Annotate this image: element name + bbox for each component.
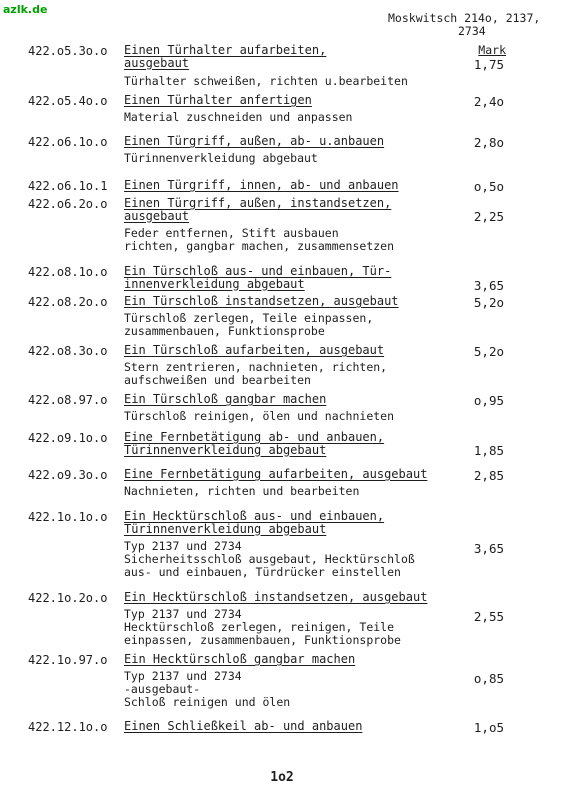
entry-description: Typ 2137 und 2734 Hecktürschloß zerlegen, reinigen, Teile einpassen, zusammenbauen, Funktionsprobe [124, 607, 401, 647]
entry-code: 422.o8.3o.o [28, 344, 108, 358]
entry-code: 422.o6.1o.o [28, 135, 108, 149]
entry-code: 422.o9.3o.o [28, 468, 108, 482]
currency-label: Mark [478, 43, 506, 57]
entry-title [124, 135, 454, 148]
entry-price: 5,2o [473, 344, 504, 359]
entry-price: o,85 [473, 671, 504, 686]
entry-title-line: Einen Türhalter aufarbeiten, [124, 43, 327, 57]
entry-description: Türinnenverkleidung abgebaut [124, 151, 318, 165]
entry-price: 2,55 [473, 609, 504, 624]
entry-title [124, 197, 454, 222]
entry-title [124, 344, 454, 357]
entry-code: 422.12.1o.o [28, 720, 108, 734]
entry-price: 5,2o [473, 295, 504, 310]
entry-title [124, 653, 454, 666]
entry-code: 422.1o.1o.o [28, 510, 108, 524]
entry-code: 422.o6.2o.o [28, 197, 108, 211]
entry-title-line: Ein Hecktürschloß aus- und einbauen, [124, 509, 385, 523]
entry-price: 1,85 [473, 443, 504, 458]
entry-title [124, 591, 454, 604]
entry-description: Türschloß reinigen, ölen und nachnieten [124, 409, 395, 423]
currency-column-header [472, 44, 506, 56]
entry-title [124, 265, 454, 290]
entry-title-line: Einen Türgriff, außen, ab- u.anbauen [124, 134, 385, 148]
entry-price: 1,75 [473, 57, 504, 72]
page-header [388, 12, 560, 38]
entry-price: 2,4o [473, 94, 504, 109]
entry-title [124, 179, 454, 192]
entry-title-line: Ein Türschloß instandsetzen, ausgebaut [124, 294, 399, 308]
entry-title-line: Ein Hecktürschloß gangbar machen [124, 652, 356, 666]
header-model-line-2: 2734 [458, 24, 486, 38]
entry-title [124, 720, 454, 733]
page-number: 1o2 [270, 770, 294, 785]
entry-code: 422.o5.4o.o [28, 94, 108, 108]
entry-description: Typ 2137 und 2734 Sicherheitsschloß ausgebaut, Hecktürschloß aus- und einbauen, Türdrücker einstellen [124, 539, 415, 579]
entry-title-line: ausgebaut [124, 55, 190, 70]
entry-title-line: Ein Türschloß aufarbeiten, ausgebaut [124, 343, 385, 357]
entry-title [124, 468, 454, 481]
header-model-line: Moskwitsch 214o, 2137, [388, 11, 541, 25]
entry-title [124, 393, 454, 406]
entry-description: Feder entfernen, Stift ausbauen richten, gangbar machen, zusammensetzen [124, 226, 395, 253]
entry-code: 422.o5.3o.o [28, 44, 108, 58]
entry-price: 3,65 [473, 278, 504, 293]
entry-price: 1,o5 [473, 720, 504, 735]
entry-title-line: Einen Türgriff, außen, instandsetzen, [124, 196, 392, 210]
entry-title-line: Eine Fernbetätigung aufarbeiten, ausgebaut [124, 467, 428, 481]
entry-code: 422.o8.1o.o [28, 265, 108, 279]
entry-title-line: Ein Hecktürschloß instandsetzen, ausgebaut [124, 590, 428, 604]
entry-title [124, 510, 454, 535]
entry-title-line: Türinnenverkleidung abgebaut [124, 521, 327, 536]
entry-description: Türhalter schweißen, richten u.bearbeiten [124, 74, 408, 88]
entry-code: 422.o8.2o.o [28, 295, 108, 309]
entry-price: 2,8o [473, 135, 504, 150]
entry-price: o,5o [473, 179, 504, 194]
entry-price: o,95 [473, 393, 504, 408]
entry-title [124, 431, 454, 456]
entry-title [124, 94, 454, 107]
entry-title-line: innenverkleidung abgebaut [124, 276, 305, 291]
entry-title-line: Einen Schließkeil ab- und anbauen [124, 719, 363, 733]
entry-price: 2,85 [473, 468, 504, 483]
entry-description: Nachnieten, richten und bearbeiten [124, 484, 360, 498]
entry-title [124, 295, 454, 308]
entry-code: 422.1o.97.o [28, 653, 108, 667]
entry-description: Türschloß zerlegen, Teile einpassen, zusammenbauen, Funktionsprobe [124, 311, 374, 338]
entry-title [124, 44, 454, 69]
entry-description: Typ 2137 und 2734 -ausgebaut- Schloß reinigen und ölen [124, 669, 291, 709]
watermark: azlk.de [3, 3, 48, 16]
entry-title-line: Türinnenverkleidung abgebaut [124, 442, 327, 457]
entry-code: 422.1o.2o.o [28, 591, 108, 605]
entry-description: Stern zentrieren, nachnieten, richten, aufschweißen und bearbeiten [124, 360, 388, 387]
entry-price: 2,25 [473, 209, 504, 224]
entry-title-line: Einen Türgriff, innen, ab- und anbauen [124, 178, 399, 192]
entry-code: 422.o9.1o.o [28, 431, 108, 445]
entry-title-line: Eine Fernbetätigung ab- und anbauen, [124, 430, 385, 444]
entry-code: 422.o6.1o.1 [28, 179, 108, 193]
entry-title-line: Ein Türschloß aus- und einbauen, Tür- [124, 264, 392, 278]
entry-title-line: ausgebaut [124, 208, 190, 223]
entry-title-line: Ein Türschloß gangbar machen [124, 392, 327, 406]
entry-title-line: Einen Türhalter anfertigen [124, 93, 312, 107]
entry-description: Material zuschneiden und anpassen [124, 110, 353, 124]
entry-price: 3,65 [473, 541, 504, 556]
entry-code: 422.o8.97.o [28, 393, 108, 407]
